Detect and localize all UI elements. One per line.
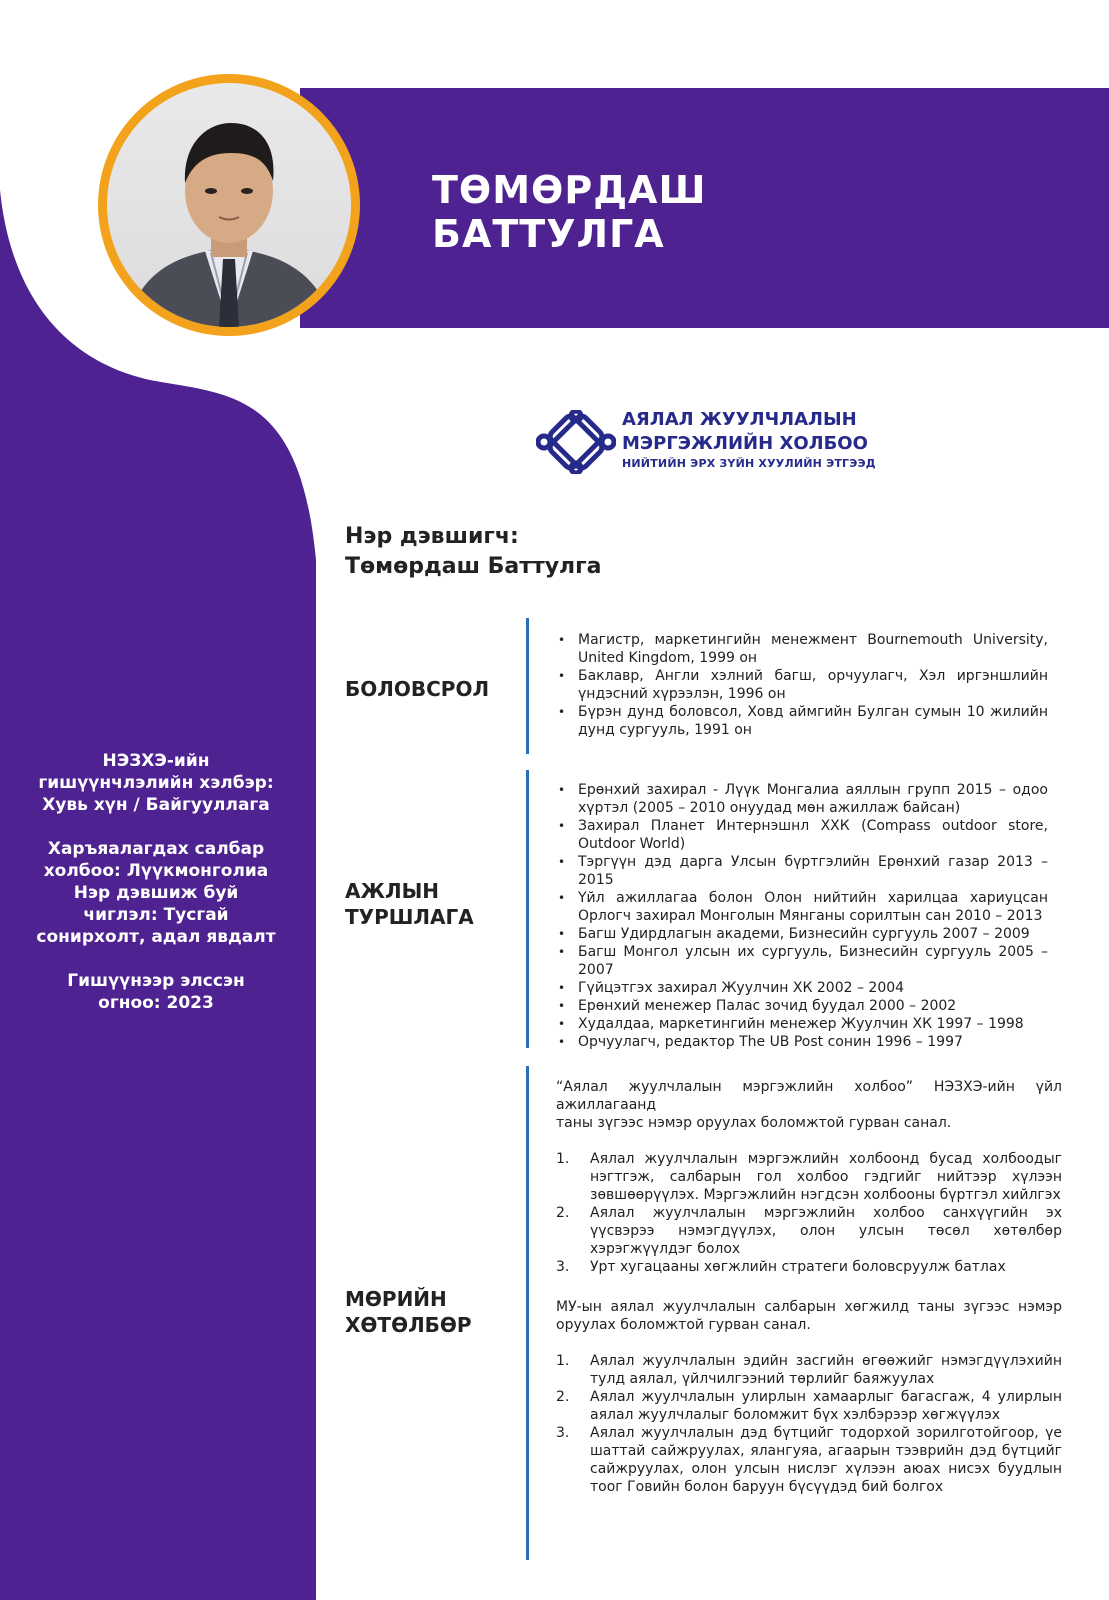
logo-line-1: АЯЛАЛ ЖУУЛЧЛАЛЫН [622,409,857,430]
portrait-image [107,83,351,327]
membership-type: НЭЗХЭ-ийн гишүүнчлэлийн хэлбэр: Хувь хүн / Байгууллага [38,751,274,815]
experience-label [345,878,474,930]
list-item: • Захирал Планет Интернэшнл ХХК (Compass outdoor store, Outdoor World) [554,817,1048,853]
program-label [345,1286,472,1338]
item-text: Аялал жуулчлалын мэргэжлийн холбоонд бусад холбоодыг нэгтгэж, салбарын гол холбоо гэдгийг нийтээр хүлээн зөвшөөрүүлэх. Мэргэжлийн нэгдсэн холбооны бүртгэл хийлгэх [590,1151,1062,1203]
list-item: • Магистр, маркетингийн менежмент Bournemouth University, United Kingdom, 1999 он [554,631,1048,667]
affiliation-info: Харъяалагдах салбар холбоо: Лүүкмонголиа Нэр дэвшиж буй чиглэл: Тусгай сонирхолт, адал явдалт [36,839,276,947]
joined-date: Гишүүнээр элссэн огноо: 2023 [67,971,245,1013]
list-item: • Багш Монгол улсын их сургууль, Бизнесийн сургууль 2005 – 2007 [554,943,1048,979]
list-item: • Үйл ажиллагаа болон Олон нийтийн харилцаа хариуцсан Орлогч захирал Монголын Мянганы сорилтын сан 2010 – 2013 [554,889,1048,925]
program-intro-1-line-2: таны зүгээс нэмэр оруулах боломжтой гурван санал. [556,1115,952,1131]
list-item: • Орчуулагч, редактор The UB Post сонин 1996 – 1997 [554,1033,1048,1051]
list-item: • Баклавр, Англи хэлний багш, орчуулагч, Хэл иргэншлийн үндэсний хүрээлэн, 1996 он [554,667,1048,703]
item-text: Аялал жуулчлалын эдийн засгийн өгөөжийг нэмэгдүүлэхийн тулд аялал, үйлчилгээний төрлийг баяжуулах [590,1353,1062,1387]
list-item: • Тэргүүн дэд дарга Улсын бүртгэлийн Ерөнхий газар 2013 – 2015 [554,853,1048,889]
logo-line-2: МЭРГЭЖЛИЙН ХОЛБОО [622,433,868,454]
profile-photo [107,83,351,327]
program-intro-1-line-1: “Аялал жуулчлалын мэргэжлийн холбоо” НЭЗХЭ-ийн үйл ажиллагаанд [556,1079,1062,1113]
item-text: Урт хугацааны хөгжлийн стратеги боловсруулж батлах [590,1259,1006,1275]
list-item: • Багш Удирдлагын академи, Бизнесийн сургууль 2007 – 2009 [554,925,1048,943]
organization-logo-text [622,408,876,472]
list-item [556,1150,1062,1204]
candidate-label: Нэр дэвшигч: [345,524,519,549]
endless-knot-logo-icon [536,410,616,474]
list-item: • Гүйцэтгэх захирал Жуулчин ХК 2002 – 2004 [554,979,1048,997]
experience-divider [526,770,529,1048]
program-label-line-1: МӨРИЙН [345,1287,447,1311]
experience-list [554,781,1048,1051]
list-item [556,1204,1062,1258]
list-item [556,1258,1062,1276]
header-name [432,168,706,256]
experience-label-line-2: ТУРШЛАГА [345,905,474,929]
education-label: БОЛОВСРОЛ [345,677,490,701]
program-content [556,1078,1062,1518]
education-list [554,631,1048,739]
list-item: • Ерөнхий менежер Палас зочид буудал 2000 – 2002 [554,997,1048,1015]
list-item: • Ерөнхий захирал - Лүүк Монгалиа аяллын групп 2015 – одоо хүртэл (2005 – 2010 онуудад мөн ажиллаж байсан) [554,781,1048,817]
item-number: 3. [556,1425,570,1441]
candidate-heading [345,522,602,582]
program-intro-2: МУ-ын аялал жуулчлалын салбарын хөгжилд таны зүгээс нэмэр оруулах боломжтой гурван санал. [556,1299,1062,1333]
candidate-name: Төмөрдаш Баттулга [345,554,602,579]
program-label-line-2: ХӨТӨЛБӨР [345,1313,472,1337]
name-line-1: ТӨМӨРДАШ [432,168,707,212]
list-item [556,1388,1062,1424]
item-number: 1. [556,1151,570,1167]
name-line-2: БАТТУЛГА [432,212,665,256]
item-text: Аялал жуулчлалын дэд бүтцийг тодорхой зорилготойгоор, үе шаттай сайжруулах, ялангуяа, агаарын тээврийн дэд бүтцийг сайжруулах, олон улсын нислэг хүлээн аюах нисэх буудлын тоог Говийн болон баруун бүсүүдэд бий болгох [590,1425,1062,1495]
item-number: 2. [556,1389,570,1405]
experience-label-line-1: АЖЛЫН [345,879,440,903]
association-proposals-list [556,1150,1062,1276]
item-number: 3. [556,1259,570,1275]
item-text: Аялал жуулчлалын мэргэжлийн холбоо санхүүгийн эх үүсвэрээ нэмэгдүүлэх, олон улсын төсөл хөтөлбөр хэрэгжүүлдэг болох [590,1205,1062,1257]
list-item [556,1352,1062,1388]
list-item [556,1424,1062,1496]
profile-photo-ring [98,74,360,336]
sector-proposals-list [556,1352,1062,1496]
item-number: 2. [556,1205,570,1221]
sidebar-info [34,750,278,1036]
logo-line-3: НИЙТИЙН ЭРХ ЗҮЙН ХУУЛИЙН ЭТГЭЭД [622,457,876,470]
program-divider [526,1066,529,1560]
education-divider [526,618,529,754]
item-text: Аялал жуулчлалын улирлын хамаарлыг багасгаж, 4 улирлын аялал жуулчлалыг боломжит бүх хэлбэрээр хөгжүүлэх [590,1389,1062,1423]
list-item: • Бүрэн дунд боловсол, Ховд аймгийн Булган сумын 10 жилийн дунд сургууль, 1991 он [554,703,1048,739]
item-number: 1. [556,1353,570,1369]
list-item: • Худалдаа, маркетингийн менежер Жуулчин ХК 1997 – 1998 [554,1015,1048,1033]
